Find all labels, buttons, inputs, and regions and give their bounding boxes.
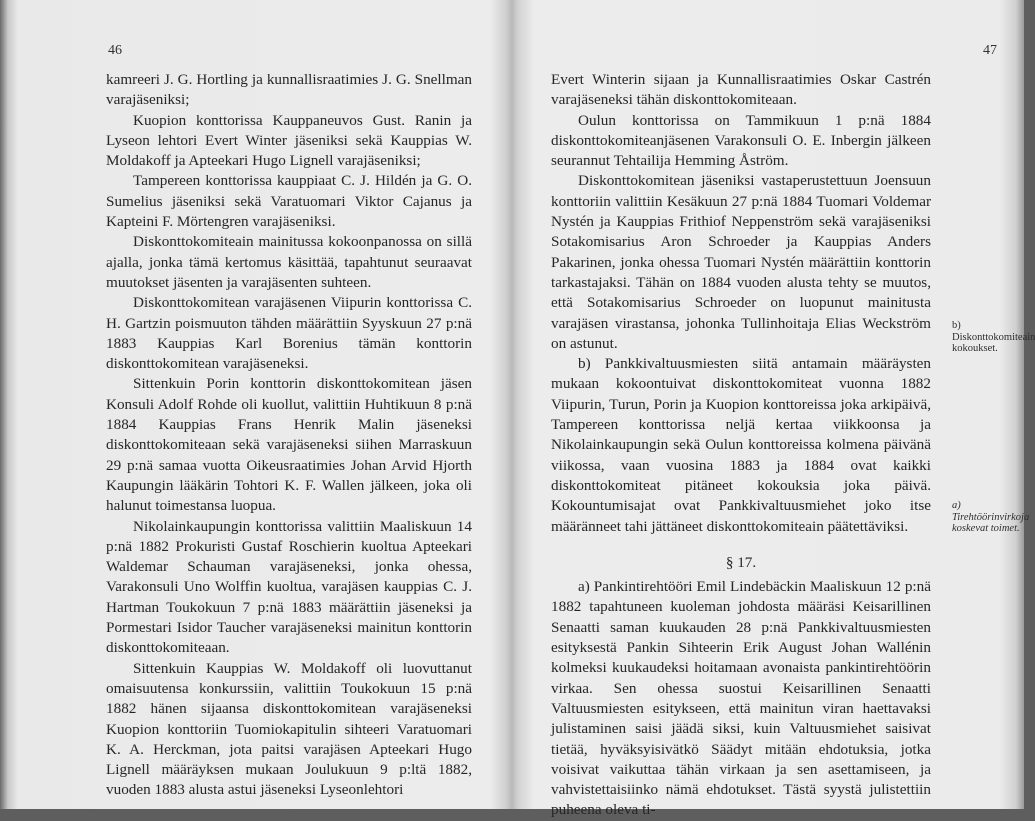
page-number: 47 (983, 43, 997, 58)
paragraph: Sittenkuin Kauppias W. Moldakoff oli luovuttanut omaisuutensa konkurssiin, valittiin Toukokuun 15 p:nä 1882 hänen sijaansa diskonttokomitean varajäseneksi Kuopion konttoriin Tuomiokapitulin sihteeri Varatuomari K. A. Herckman, jota paitsi varajäsen Apteekari Hugo Lignell määräyksen mukaan Joulukuun 9 p:ltä 1882, vuoden 1883 alusta astui jäseneksi Lyseonlehtori (106, 659, 472, 799)
paragraph: Diskonttokomiteain mainitussa kokoonpanossa on sillä ajalla, jonka tämä kertomus käsittää, tapahtunut seuraavat muutokset jäsenten ja varajäsenten suhteen. (106, 233, 472, 291)
margin-note: a) Tirehtöörinvirkoja koskevat toimet. (952, 500, 1030, 534)
paragraph: Evert Winterin sijaan ja Kunnallisraatimies Oskar Castrén varajäseneksi tähän diskonttokomiteaan. (551, 71, 931, 109)
right-page-text (551, 70, 931, 821)
paragraph: Nikolainkaupungin konttorissa valittiin Maaliskuun 14 p:nä 1882 Prokuristi Gustaf Roschierin kuoltua Apteekari Waldemar Schauman varajäseneksi, jonka ohessa, Varakonsuli Uno Wolffin kuoltua, varajäsen kauppias C. J. Hartman Toukokuun 7 p:nä 1883 määrättiin jäseneksi ja Pormestari Isidor Taucher varajäseneksi mainitun konttorin diskonttokomiteaan. (106, 517, 472, 657)
paragraph: kamreeri J. G. Hortling ja kunnallisraatimies J. G. Snellman varajäseniksi; (106, 71, 472, 109)
left-page-text (106, 70, 472, 801)
section-heading: § 17. (725, 553, 757, 571)
paragraph: Oulun konttorissa on Tammikuun 1 p:nä 1884 diskonttokomiteanjäsenen Varakonsuli O. E. Inbergin jälkeen seurannut Tehtailija Hemming Åström. (551, 111, 931, 170)
paragraph: Diskonttokomitean varajäsenen Viipurin konttorissa C. H. Gartzin poismuuton tähden määrättiin Syyskuun 27 p:nä 1883 Kauppias Karl Borenius tämän konttorin diskonttokomitean varajäseneksi. (106, 294, 472, 373)
paragraph: b) Pankkivaltuusmiesten siitä antamain määräysten mukaan kokoontuivat diskonttokomiteat vuonna 1882 Viipurin, Turun, Porin ja Kuopion konttoreissa joka arkipäivä, Tampereen konttorissa neljä kertaa viikkoonsa ja Nikolainkaupungin sekä Oulun konttoreissa kolmena päivänä viikossa, vaan vuosina 1883 ja 1884 ovat kaikki diskonttokomiteat pitäneet kokouksia joka päivä. Kokountumisajat ovat Pankkivaltuusmiehet joko itse määränneet tahi jättäneet diskonttokomiteain päätettäviksi. (551, 355, 931, 535)
paragraph: Tampereen konttorissa kauppiaat C. J. Hildén ja G. O. Sumelius jäseniksi sekä Varatuomari Viktor Cajanus ja Kapteini F. Mörtengren varajäseniksi. (106, 172, 472, 231)
left-page (0, 0, 512, 809)
paragraph: Sittenkuin Porin konttorin diskonttokomitean jäsen Konsuli Adolf Rohde oli kuollut, valittiin Huhtikuun 8 p:nä 1884 Kauppias Frans Henrik Malin jäseneksi diskonttokomiteaan sekä varajäseneksi siihen Marraskuun 29 p:nä samaa vuotta Oikeusraatimies Johan Arvid Hjorth Kaupungin lääkärin Tohtori K. F. Wallen jälkeen, joka oli halunut toimestansa luopua. (106, 375, 472, 515)
margin-note: b) Diskonttokomiteain kokoukset. (952, 320, 1035, 354)
paragraph: Kuopion konttorissa Kauppaneuvos Gust. Ranin ja Lyseon lehtori Evert Winter jäseniksi sekä Kauppias W. Moldakoff ja Apteekari Hugo Lignell varajäseniksi; (106, 111, 472, 170)
page-number: 46 (108, 43, 122, 58)
paragraph: Diskonttokomitean jäseniksi vastaperustettuun Joensuun konttoriin valittiin Kesäkuun 27 p:nä 1884 Tuomari Voldemar Nystén ja Kauppias Frithiof Neppenström sekä varajäseniksi Sotakomisarius Aron Schroeder ja Kauppias Anders Pakarinen, jonka ohessa Tuomari Nystén määrättiin konttorin tarkastajaksi. Tähän on 1884 vuoden alusta tehty se muutos, että Sotakomisarius Schroeder on luopunut mainitusta varajäsen virastansa, johonka Tullinhoitaja Elias Weckström on astunut. (551, 172, 931, 352)
paragraph: a) Pankintirehtööri Emil Lindebäckin Maaliskuun 12 p:nä 1882 tapahtuneen kuoleman johdosta määräsi Keisarillinen Senaatti saman kuukauden 28 p:nä Pankkivaltuusmiesten esityksestä Pankin Sihteerin Erik August Johan Wallénin kolmeksi kuukaudeksi hoitamaan avonaista pankintirehtöörin virkaa. Sen ohessa suostui Keisarillinen Senaatti Valtuusmiesten esitykseen, että mainitun viran haettavaksi julistaminen saisi jäädä siksi, kuin Valtuusmiehet saisivat tietää, hyväksyisivätkö Säädyt mitään ehdotuksia, jotka voisivat vaikuttaa tähän virkaan ja sen asettamiseen, ja vahvistettaisiinko nämä ehdotukset. Tästä syystä julistettiin puheena oleva ti- (551, 578, 931, 819)
right-page (512, 0, 1035, 819)
